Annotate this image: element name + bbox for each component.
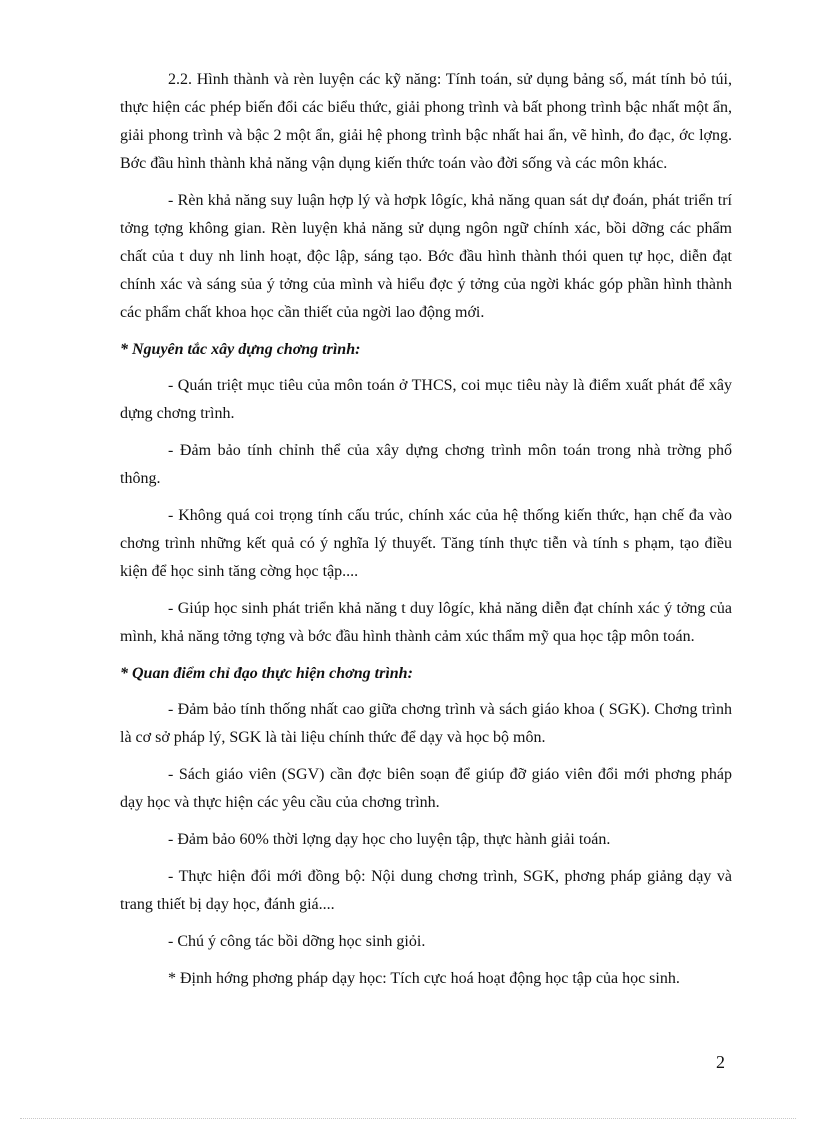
- principle-item: - Không quá coi trọng tính cấu trúc, chính xác của hệ thống kiến thức, hạn chế đa vào chơng trình những kết quả có ý nghĩa lý thuyết. Tăng tính thực tiễn và tính s phạm, tạo điều kiện để học sinh tăng cờng học tập....: [120, 507, 732, 580]
- principle-item: - Đảm bảo tính chỉnh thể của xây dựng chơng trình môn toán trong nhà trờng phổ thông.: [120, 442, 732, 487]
- heading-guidelines: * Quan điểm chỉ đạo thực hiện chơng trình:: [120, 665, 413, 682]
- guideline-item: - Sách giáo viên (SGV) cần đợc biên soạn để giúp đỡ giáo viên đổi mới phơng pháp dạy học và thực hiện các yêu cầu của chơng trình.: [120, 766, 732, 811]
- page-bottom-divider: [20, 1118, 796, 1119]
- guideline-item: - Đảm bảo 60% thời lợng dạy học cho luyện tập, thực hành giải toán.: [168, 831, 611, 848]
- guideline-item: - Thực hiện đổi mới đồng bộ: Nội dung chơng trình, SGK, phơng pháp giảng dạy và trang thiết bị dạy học, đánh giá....: [120, 868, 732, 913]
- principle-item: - Quán triệt mục tiêu của môn toán ở THCS, coi mục tiêu này là điểm xuất phát để xây dựng chơng trình.: [120, 377, 732, 422]
- principle-item: - Giúp học sinh phát triển khả năng t duy lôgíc, khả năng diễn đạt chính xác ý tởng của mình, khả năng tởng tợng và bớc đầu hình thành cảm xúc thẩm mỹ qua học tập môn toán.: [120, 600, 732, 645]
- page-number: 2: [716, 1052, 725, 1072]
- guideline-item: - Đảm bảo tính thống nhất cao giữa chơng trình và sách giáo khoa ( SGK). Chơng trình là cơ sở pháp lý, SGK là tài liệu chính thức để dạy và học bộ môn.: [120, 701, 732, 746]
- paragraph-skills: 2.2. Hình thành và rèn luyện các kỹ năng: Tính toán, sử dụng bảng số, mát tính bỏ túi, thực hiện các phép biến đổi các biểu thức, giải phong trình và bất phong trình bậc nhất một ẩn, giải phong trình và bậc 2 một ẩn, giải hệ phong trình bậc nhất hai ẩn, vẽ hình, đo đạc, ớc lợng. Bớc đầu hình thành khả năng vận dụng kiến thức toán vào đời sống và các môn khác.: [120, 71, 732, 172]
- guideline-item: * Định hớng phơng pháp dạy học: Tích cực hoá hoạt động học tập của học sinh.: [168, 970, 680, 987]
- document-body: [120, 66, 732, 1002]
- heading-principles: * Nguyên tắc xây dựng chơng trình:: [120, 341, 361, 358]
- guideline-item: - Chú ý công tác bồi dỡng học sinh giỏi.: [168, 933, 426, 950]
- paragraph-reasoning: - Rèn khả năng suy luận hợp lý và hơpk lôgíc, khả năng quan sát dự đoán, phát triển trí tởng tợng không gian. Rèn luyện khả năng sử dụng ngôn ngữ chính xác, bồi dỡng các phẩm chất của t duy nh linh hoạt, độc lập, sáng tạo. Bớc đầu hình thành thói quen tự học, diễn đạt chính xác và sáng sủa ý tởng của mình và hiểu đợc ý tởng của ngời khác góp phần hình thành các phẩm chất khoa học cần thiết của ngời lao động mới.: [120, 192, 732, 321]
